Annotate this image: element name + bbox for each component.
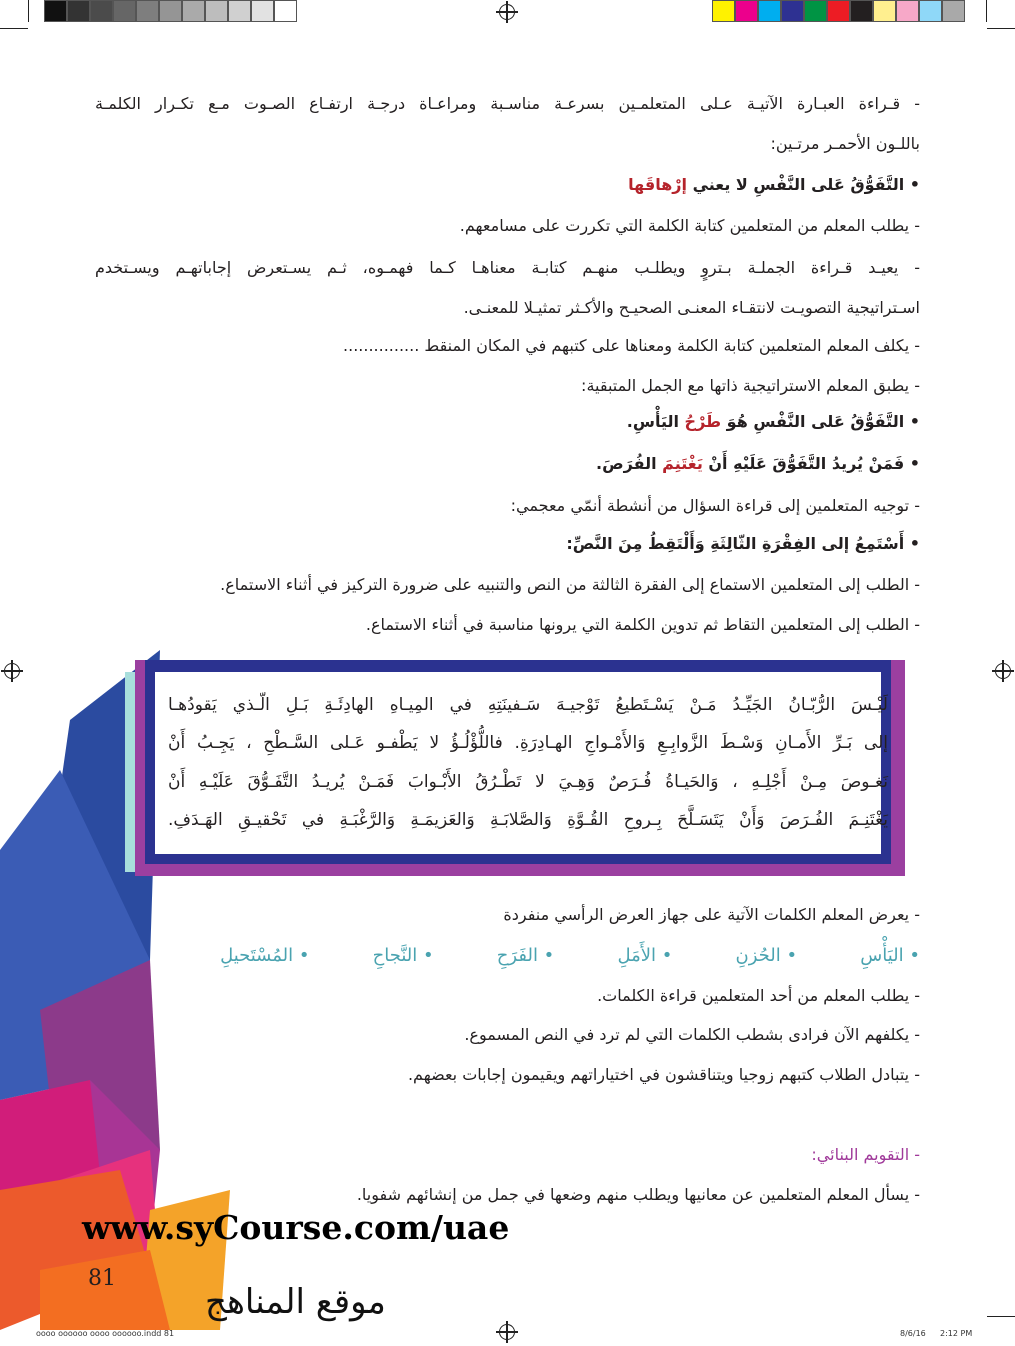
page-number: 81: [88, 1266, 116, 1291]
footer-time: 2:12 PM: [940, 1329, 973, 1338]
section-heading: - التقويم البنائي:: [811, 1145, 920, 1164]
bullet-text: • فَمَنْ يُريدُ التَّفَوُّقَ عَلَيْهِ أَنْ: [702, 454, 920, 473]
grayscale-calibration-bar: [44, 0, 297, 22]
bullet-text: • التَّفَوُّقُ عَلى النَّفْسِ لا يعني: [687, 175, 920, 194]
bullet-text: اليَأْسِ.: [626, 412, 685, 431]
crop-mark: [987, 1316, 1015, 1317]
word-item: • اليَأْسِ: [860, 945, 920, 966]
word-item: • المُسْتَحيلِ: [220, 945, 310, 966]
passage-line: نَغـوصَ مِـنْ أَجْلِـهِ ، وَالحَيـاةُ فُـرَصٌ وَهِـيَ لا تَطْـرُقُ الأَبْـوابَ فَمَـنْ يُريـدُ التَّفَـوُّقَ عَلَيْـهِ أَنْ: [168, 772, 888, 792]
instruction-line: - يعيـد قـراءة الجملـة بـتروٍ ويطلـب منهـم كتابـة معناهـا كـما فهمـوه، ثـم يسـتعرض إجاباتهـم ويسـتخدم: [95, 258, 920, 277]
passage-line: لَيْـسَ الرُّبّـانُ الجَيِّـدُ مَـنْ يَسْـتَطيعُ تَوْجيـهَ سَـفينَتِهِ في المِيـاهِ الهادِئَـةِ بَـلِ الّـذي يَقودُهـا: [168, 695, 888, 715]
instruction-line: - الطلب إلى المتعلمين الاستماع إلى الفقرة الثالثة من النص والتنبيه على ضرورة التركيز في أثناء الاستماع.: [220, 575, 920, 594]
watermark-url: www.syCourse.com/uae: [82, 1208, 510, 1247]
passage-line: يَغْتَنِـمَ الفُـرَصَ وَأَنْ يَتَسَـلَّحَ بِـروحِ القُـوَّةِ وَالصَّلابَـةِ وَالعَزيمَـةِ وَالرَّغْبَـةِ في تَحْقيـقِ الهَـدَفِ.: [168, 810, 888, 830]
registration-mark-icon: [995, 663, 1011, 679]
crop-mark: [0, 28, 28, 29]
color-calibration-bar: [712, 0, 965, 22]
instruction-line: - يتبادل الطلاب كتبهم زوجيا ويتناقشون في اختياراتهم ويقيمون إجابات بعضهم.: [407, 1065, 920, 1084]
instruction-line: اسـتراتيجية التصويـت لانتقـاء المعنـى الصحيـح والأكـثر تمثيـلا للمعنـى.: [463, 298, 920, 317]
bullet-sentence: [596, 452, 920, 476]
instruction-line: - يطلب المعلم من المتعلمين كتابة الكلمة التي تكررت على مسامعهم.: [459, 216, 920, 235]
bullet-sentence: [627, 410, 920, 434]
passage-line: إلى بَـرِّ الأَمـانِ وَسْـطَ الزَّوابِـعِ وَالأَمْـواجِ الهـادِرَةِ. فاللُّؤْلُـؤُ لا يَطْفـو عَـلى السَّـطْحِ ، يَجِـبُ أَنْ: [168, 733, 888, 753]
watermark-arabic: موقع المناهج: [205, 1282, 386, 1322]
bullet-sentence: [628, 173, 920, 197]
instruction-line: - قـراءة العبـارة الآتيـة عـلى المتعلمـين بسرعـة مناسـبة ومراعـاة درجـة ارتفـاع الصـوت مـع تكـرار الكلمـة: [95, 94, 920, 113]
word-item: • الحُزنِ: [735, 945, 798, 966]
instruction-line: - يعرض المعلم الكلمات الآتية على جهاز العرض الرأسي منفردة: [503, 905, 920, 924]
word-item: • الفَرَحِ: [496, 945, 555, 966]
instruction-line: - يكلفهم الآن فرادى بشطب الكلمات التي لم ترد في النص المسموع.: [464, 1025, 920, 1044]
footer-date: 8/6/16: [900, 1329, 926, 1338]
word-list: [220, 942, 920, 970]
registration-mark-icon: [499, 4, 515, 20]
instruction-line: - الطلب إلى المتعلمين التقاط ثم تدوين الكلمة التي يرونها مناسبة في أثناء الاستماع.: [365, 615, 920, 634]
crop-mark: [28, 0, 29, 22]
highlighted-word: طَرْحُ: [684, 412, 722, 431]
instruction-line: - يكلف المعلم المتعلمين كتابة الكلمة ومعناها على كتبهم في المكان المنقط ...............: [343, 336, 920, 355]
bullet-heading: • أَسْتَمِعُ إلى الفِقْرَةِ الثّالِثَةِ وَأَلْتَقِطُ مِنَ النَّصِّ:: [566, 534, 920, 553]
footer-file-name: oooo oooooo oooo oooooo.indd 81: [36, 1329, 175, 1338]
registration-mark-icon: [499, 1324, 515, 1340]
instruction-line: - توجيه المتعلمين إلى قراءة السؤال من أنشطة أنمّي معجمي:: [510, 496, 920, 515]
word-item: • الأَمَلِ: [617, 945, 673, 966]
instruction-line: - يسأل المعلم المتعلمين عن معانيها ويطلب منهم وضعها في جمل من إنشائهم شفويا.: [356, 1185, 920, 1204]
instruction-line: - يطلب المعلم من أحد المتعلمين قراءة الكلمات.: [597, 986, 920, 1005]
bullet-text: الفُرَصَ.: [596, 454, 663, 473]
highlighted-word: يَغْتَنِمَ: [662, 454, 703, 473]
word-item: • النَّجاحِ: [372, 945, 434, 966]
bullet-text: • التَّفَوُّقُ عَلى النَّفْسِ هُوَ: [721, 412, 920, 431]
instruction-line: باللـون الأحمـر مرتـين:: [770, 134, 920, 153]
instruction-line: - يطبق المعلم الاستراتيجية ذاتها مع الجمل المتبقية:: [581, 376, 920, 395]
highlighted-word: إرْهاقَها: [628, 175, 687, 194]
crop-mark: [987, 28, 1015, 29]
crop-mark: [986, 0, 987, 22]
